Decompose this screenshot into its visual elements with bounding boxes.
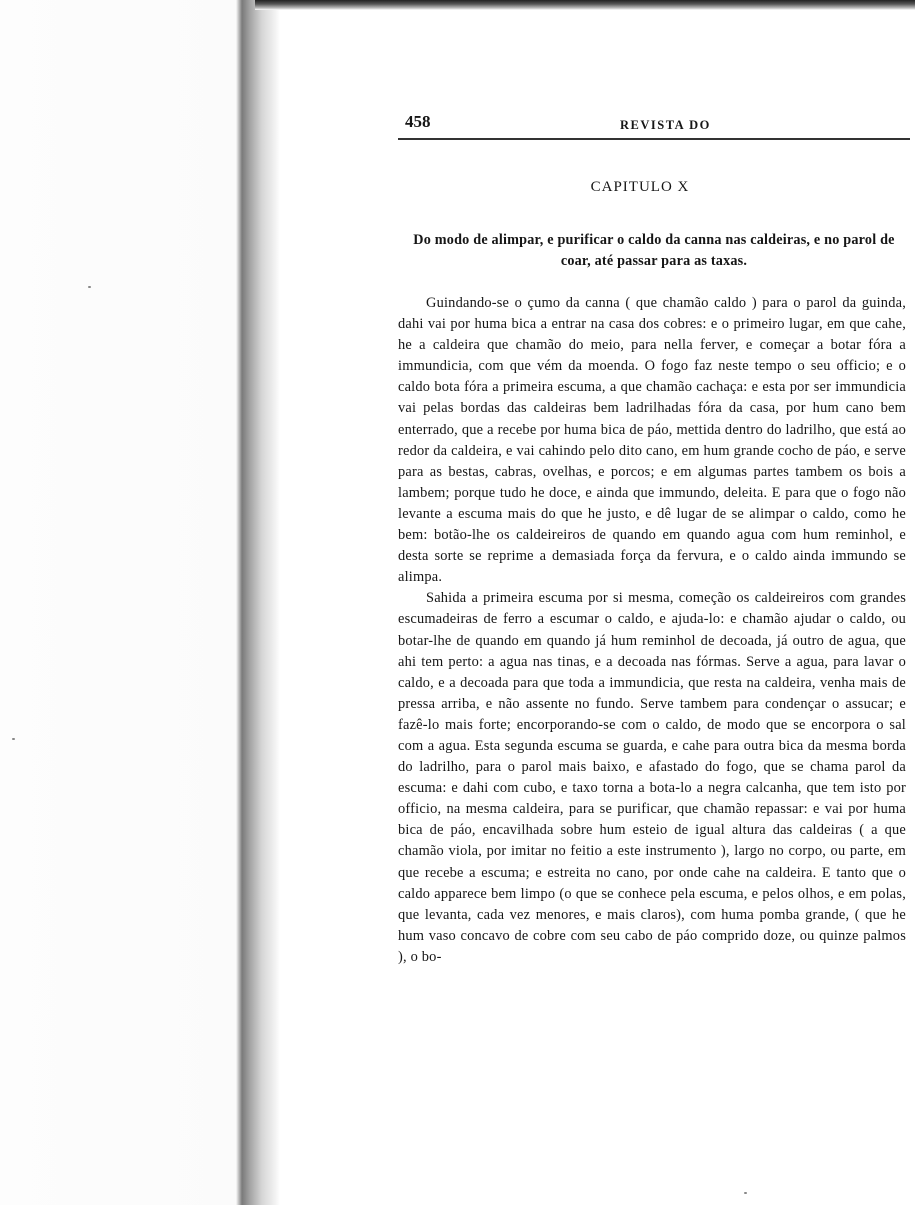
chapter-title: CAPITULO X <box>590 179 690 195</box>
scan-speck <box>88 286 91 288</box>
book-binding-shadow <box>0 0 280 1205</box>
scan-speck <box>744 1192 747 1194</box>
paragraph: Guindando-se o çumo da canna ( que chamão caldo ) para o parol da guinda, dahi vai por huma bica a entrar na casa dos cobres: e o primeiro lugar, em que cahe, he a caldeira que chamão do meio, para nella ferver, e começar a botar fóra a immundicia, com que vém da moenda. O fogo faz neste tempo o seu officio; e o caldo bota fóra a primeira escuma, a que chamão cachaça: e esta por ser immundicia vai pelas bordas das caldeiras bem ladrilhadas fóra da casa, por hum cano bem enterrado, que a recebe por huma bica de páo, mettida dentro do ladrilho, que está ao redor da caldeira, e vai cahindo pelo dito cano, em hum grande cocho de páo, e serve para as bestas, cabras, ovelhas, e porcos; e em algumas partes tambem os bois a lambem; porque tudo he doce, e ainda que immundo, deleita. E para que o fogo não levante a escuma mais do que he justo, e dê lugar de se alimpar o caldo, como he bem: botão-lhe os caldeireiros de quando em quando agua com hum reminhol, e desta sorte se reprime a demasiada força da fervura, e o caldo ainda immundo se alimpa. <box>398 295 906 586</box>
header-rule <box>398 138 910 140</box>
body-text <box>398 293 906 968</box>
scan-speck <box>12 738 15 740</box>
page-top-edge <box>255 0 915 10</box>
page-header <box>405 112 910 134</box>
paragraph: Sahida a primeira escuma por si mesma, começão os caldeireiros com grandes escumadeiras de ferro a escumar o caldo, e ajuda-lo: e chamão ajudar o caldo, ou botar-lhe de quando em quando já hum reminhol de decoada, já outro de agua, que ahi tem perto: a agua nas tinas, e a decoada nas fórmas. Serve a agua, para lavar o caldo, e a decoada para que toda a immundicia, que resta na caldeira, venha mais de pressa arriba, e não assente no fundo. Serve tambem para condençar o assucar; e fazê-lo mais forte; encorporando-se com o caldo, de modo que se encorpora o sal com a agua. Esta segunda escuma se guarda, e cahe para outra bica da mesma borda do ladrilho, para o parol mais baixo, e afastado do fogo, que se chama parol da escuma: e dahi com cubo, e taxo torna a bota-lo a negra calcanha, que tem isto por officio, na mesma caldeira, para se purificar, que chamão repassar: e vai por huma bica de páo, encavilhada sobre hum esteio de igual altura das caldeiras ( a que chamão viola, por imitar no feitio a este instrumento ), largo no corpo, ou parte, em que recebe a escuma; e estreita no cano, por onde cahe na caldeira. E tanto que o caldo apparece bem limpo (o que se conhece pela escuma, e pelos olhos, e em polas, que levanta, cada vez menores, e mais claros), com huma pomba grande, ( que he hum vaso concavo de cobre com seu cabo de páo comprido doze, ou quinze palmos ), o bo- <box>398 590 906 965</box>
running-head: REVISTA DO <box>620 118 711 132</box>
page-number: 458 <box>405 112 431 131</box>
section-heading: Do modo de alimpar, e purificar o caldo da canna nas caldeiras, e no parol de coar, até passar para as taxas. <box>413 232 895 269</box>
